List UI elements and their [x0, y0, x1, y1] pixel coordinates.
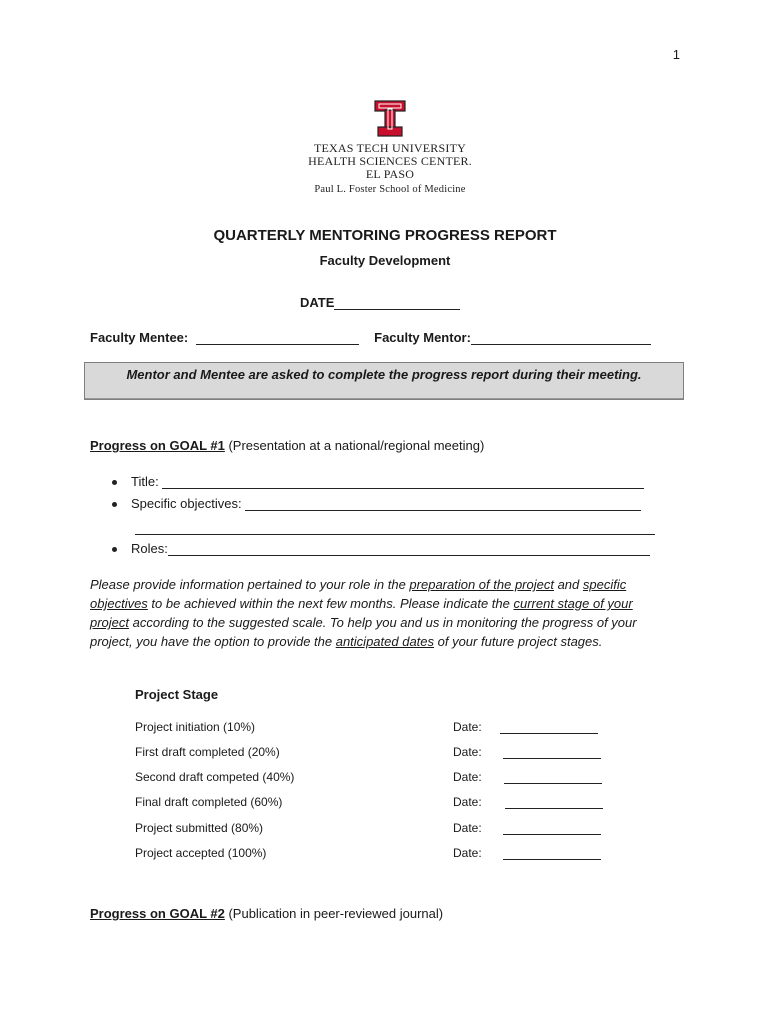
para-text-3: to be achieved within the next few months. Please indicate the: [147, 596, 514, 611]
goal-2-description: (Publication in peer-reviewed journal): [224, 906, 444, 921]
logo-line-2: HEALTH SCIENCES CENTER.: [308, 154, 472, 168]
bullet-title: [112, 474, 644, 489]
instruction-notice: Mentor and Mentee are asked to complete the progress report during their meeting.: [84, 362, 684, 400]
stage-date-line[interactable]: [503, 758, 601, 759]
bullet-dot-icon: [112, 547, 117, 552]
faculty-mentor-label: Faculty Mentor:: [374, 330, 471, 345]
bullet-dot-icon: [112, 502, 117, 507]
stage-date-label: Date:: [453, 821, 482, 835]
stage-date-label: Date:: [453, 745, 482, 759]
stage-date-label: Date:: [453, 770, 482, 784]
project-stage-heading: Project Stage: [135, 687, 219, 702]
logo-line-3: EL PASO: [365, 167, 415, 181]
objectives-input-line[interactable]: [245, 496, 641, 511]
faculty-row: [90, 330, 651, 345]
para-text-1: Please provide information pertained to your role in the: [90, 577, 410, 592]
bullet-title-label: Title:: [131, 474, 159, 489]
para-underline-2: specific objectives: [90, 577, 627, 611]
stage-date-label: Date:: [453, 720, 482, 734]
stage-name: Project initiation (10%): [135, 720, 256, 734]
date-input-line[interactable]: [334, 295, 460, 310]
title-input-line[interactable]: [162, 474, 644, 489]
date-label: DATE: [300, 295, 335, 310]
bullet-roles: [112, 541, 650, 556]
faculty-mentee-label: Faculty Mentee:: [90, 330, 189, 345]
para-underline-4: anticipated dates: [335, 634, 435, 649]
logo-line-1: TEXAS TECH UNIVERSITY: [314, 141, 466, 155]
date-field: [300, 295, 460, 310]
goal-1-heading: [90, 438, 484, 453]
para-text-2: and: [553, 577, 583, 592]
report-title: QUARTERLY MENTORING PROGRESS REPORT: [213, 227, 557, 244]
stage-name: Project accepted (100%): [135, 846, 267, 860]
logo-line-4: Paul L. Foster School of Medicine: [314, 184, 466, 195]
stage-name: Final draft completed (60%): [135, 795, 283, 809]
goal-1-bullets: [112, 474, 672, 564]
objectives-extra-line[interactable]: [135, 520, 655, 535]
faculty-mentor-input-line[interactable]: [471, 330, 651, 345]
goal-2-heading: [90, 906, 443, 921]
stage-date-line[interactable]: [504, 783, 602, 784]
bullet-roles-label: Roles:: [131, 541, 168, 556]
instructions-paragraph: [90, 575, 675, 651]
stage-date-line[interactable]: [505, 808, 603, 809]
page-number: 1: [672, 47, 680, 62]
para-underline-1: preparation of the project: [409, 577, 554, 592]
stage-name: Project submitted (80%): [135, 821, 264, 835]
faculty-mentee-input-line[interactable]: [196, 330, 359, 345]
stage-date-line[interactable]: [503, 859, 601, 860]
goal-2-label: Progress on GOAL #2: [90, 906, 225, 921]
goal-1-description: (Presentation at a national/regional meeting): [224, 438, 485, 453]
goal-1-label: Progress on GOAL #1: [90, 438, 225, 453]
institution-logo: [300, 100, 480, 196]
para-text-5: of your future project stages.: [434, 634, 603, 649]
bullet-objectives-label: Specific objectives:: [131, 496, 242, 511]
para-underline-3: current stage of your project: [90, 596, 633, 630]
stage-name: Second draft competed (40%): [135, 770, 295, 784]
bullet-dot-icon: [112, 480, 117, 485]
stage-date-line[interactable]: [500, 733, 598, 734]
bullet-objectives: [112, 496, 641, 511]
roles-input-line[interactable]: [168, 541, 650, 556]
para-text-4: according to the suggested scale. To help you and us in monitoring the progress of your project, you have the option to provide the: [90, 615, 637, 649]
stage-date-label: Date:: [453, 795, 482, 809]
objectives-extra-line-wrap: [135, 520, 655, 535]
double-t-icon: [373, 100, 407, 138]
report-subtitle: Faculty Development: [319, 253, 451, 268]
stage-date-line[interactable]: [503, 834, 601, 835]
stage-date-label: Date:: [453, 846, 482, 860]
stage-name: First draft completed (20%): [135, 745, 280, 759]
